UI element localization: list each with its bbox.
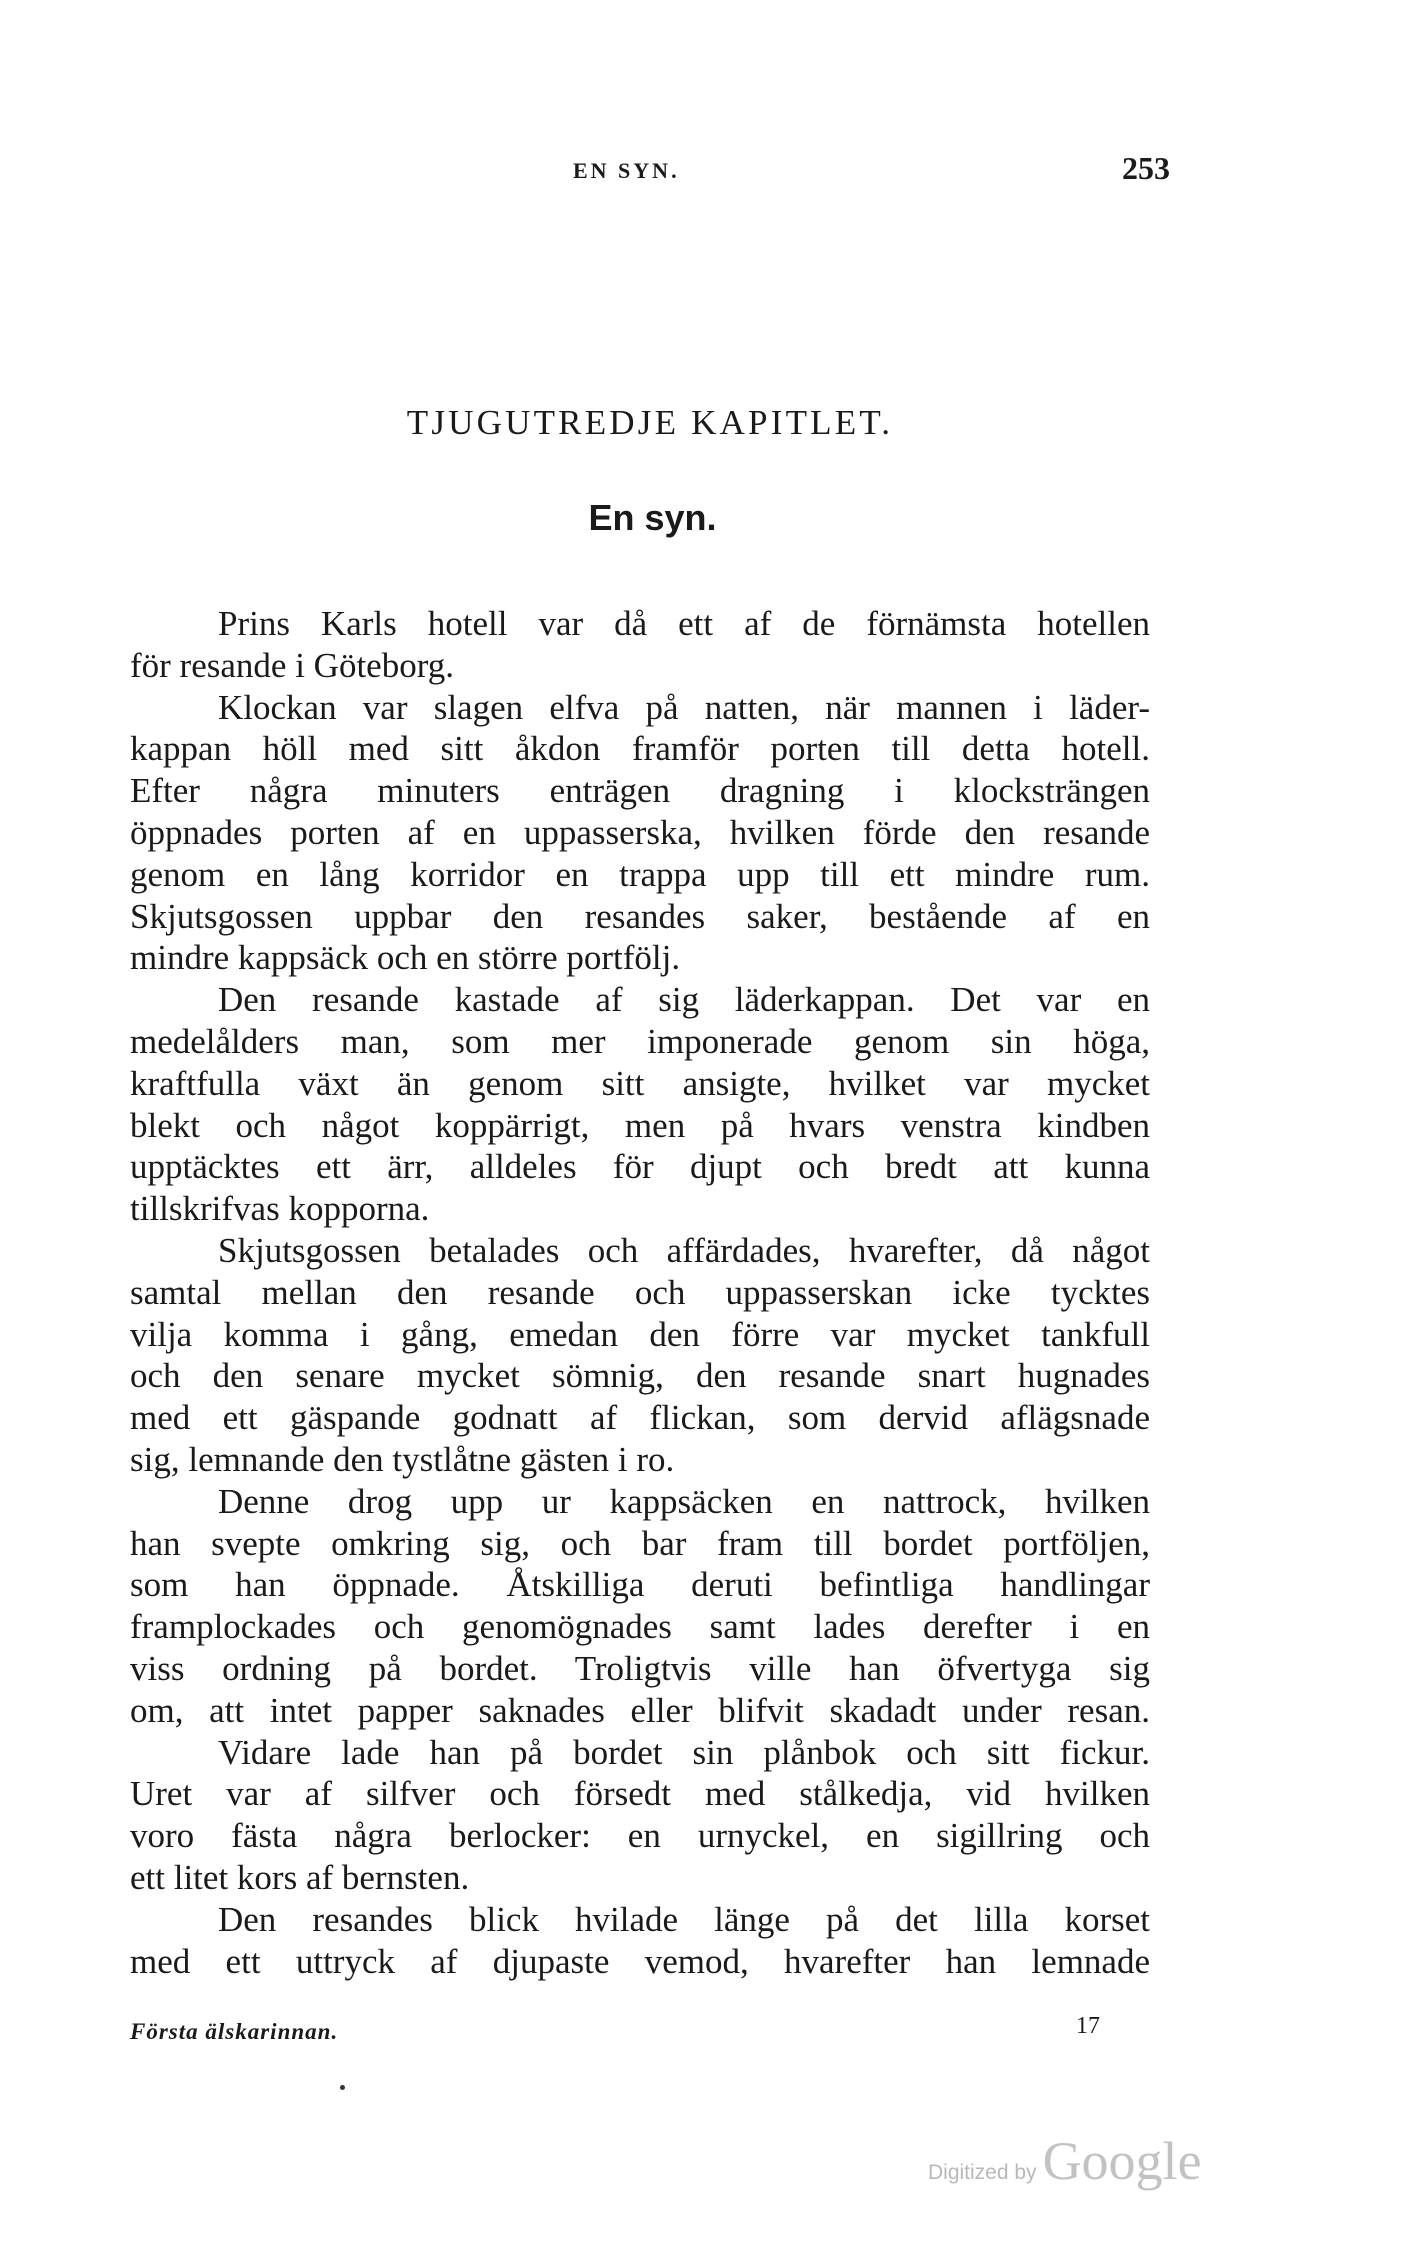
chapter-title: En syn. (588, 497, 717, 538)
text-line: framplockades och genomögnades samt lades derefter i en (130, 1607, 1150, 1647)
running-head: EN SYN. (573, 158, 680, 183)
text-line: Skjutsgossen betalades och affärdades, hvarefter, då något (218, 1230, 1150, 1270)
text-line: han svepte omkring sig, och bar fram till bordet portföljen, (130, 1523, 1150, 1563)
digitized-prefix: Digitized by (928, 2161, 1037, 2184)
text-line: tillskrifvas kopporna. (130, 1189, 430, 1229)
text-line: samtal mellan den resande och uppasserskan icke tycktes (130, 1272, 1150, 1312)
text-line: upptäcktes ett ärr, alldeles för djupt och bredt att kunna (130, 1147, 1150, 1187)
text-line: om, att intet papper saknades eller blifvit skadadt under resan. (130, 1690, 1150, 1730)
text-line: sig, lemnande den tystlåtne gästen i ro. (130, 1439, 675, 1479)
digitized-watermark (928, 2130, 1202, 2192)
text-line: öppnades porten af en uppasserska, hvilken förde den resande (130, 812, 1150, 852)
text-line: ett litet kors af bernsten. (130, 1857, 470, 1897)
chapter-heading: TJUGUTREDJE KAPITLET. (406, 403, 894, 442)
text-line: Efter några minuters enträgen dragning i klocksträngen (130, 771, 1150, 811)
text-line: Den resandes blick hvilade länge på det lilla korset (218, 1899, 1150, 1939)
text-line: Klockan var slagen elfva på natten, när mannen i läder- (218, 687, 1150, 727)
text-line: Prins Karls hotell var då ett af de förnämsta hotellen (218, 604, 1150, 643)
text-line: som han öppnade. Åtskilliga deruti befintliga handlingar (130, 1565, 1150, 1605)
text-line: medelålders man, som mer imponerade genom sin höga, (130, 1021, 1150, 1061)
text-line: för resande i Göteborg. (130, 645, 454, 685)
text-line: Vidare lade han på bordet sin plånbok och sitt fickur. (218, 1732, 1150, 1772)
text-line: Denne drog upp ur kappsäcken en nattrock, hvilken (218, 1481, 1150, 1521)
body-text (130, 603, 1150, 1982)
text-line: blekt och något koppärrigt, men på hvars venstra kindben (130, 1105, 1150, 1145)
text-line: Skjutsgossen uppbar den resandes saker, bestående af en (130, 896, 1150, 936)
text-line: viss ordning på bordet. Troligtvis ville han öfvertyga sig (130, 1648, 1150, 1688)
text-line: voro fästa några berlocker: en urnyckel, en sigillring och (130, 1816, 1150, 1856)
text-line: genom en lång korridor en trappa upp till ett mindre rum. (130, 854, 1150, 894)
text-line: Den resande kastade af sig läderkappan. Det var en (218, 980, 1150, 1020)
text-line: mindre kappsäck och en större portfölj. (130, 938, 681, 978)
text-line: kraftfulla växt än genom sitt ansigte, hvilket var mycket (130, 1063, 1150, 1103)
text-line: kappan höll med sitt åkdon framför porten till detta hotell. (130, 729, 1150, 769)
text-line: med ett gäspande godnatt af flickan, som dervid aflägsnade (130, 1398, 1150, 1438)
text-line: Uret var af silfver och försedt med stålkedja, vid hvilken (130, 1774, 1150, 1814)
google-logo: Google (1042, 2131, 1202, 2191)
text-line: med ett uttryck af djupaste vemod, hvarefter han lemnade (130, 1941, 1150, 1981)
signature-mark: Första älskarinnan. (130, 2019, 339, 2044)
sheet-number: 17 (1076, 2013, 1100, 2039)
print-speck (340, 2085, 345, 2090)
text-line: vilja komma i gång, emedan den förre var mycket tankfull (130, 1314, 1150, 1354)
text-line: och den senare mycket sömnig, den resande snart hugnades (130, 1356, 1150, 1396)
page-number: 253 (1122, 150, 1170, 186)
